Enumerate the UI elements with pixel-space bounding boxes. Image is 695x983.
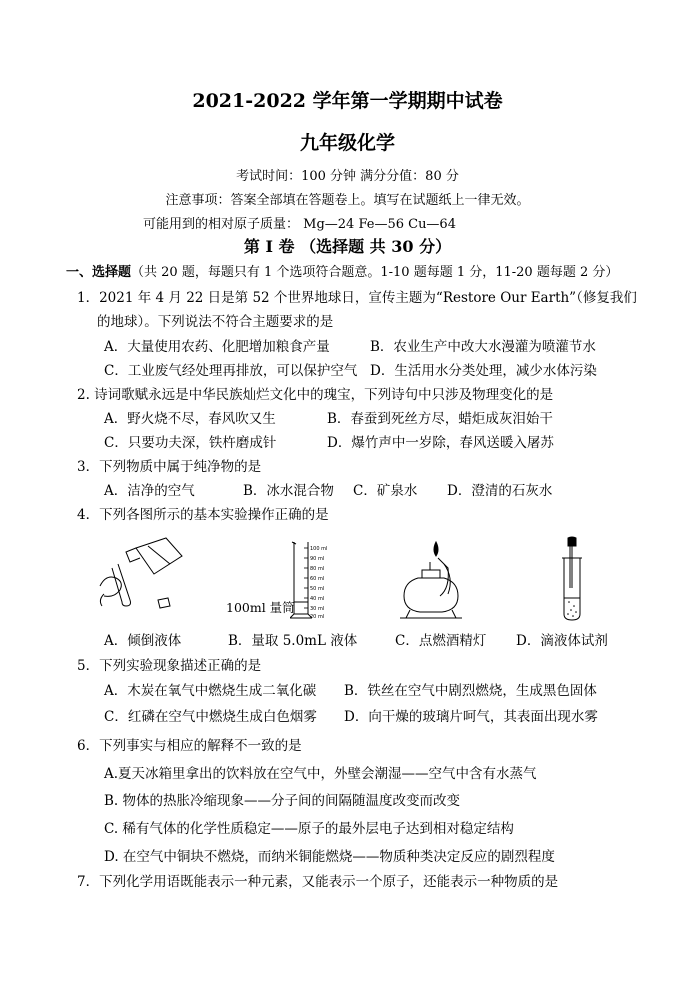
atomic-mass-info: 可能用到的相对原子质量： Mg—24 Fe—56 Cu—64	[143, 217, 456, 232]
q2-option-a: A．野火烧不尽，春风吹又生	[104, 411, 276, 427]
exam-notice: 注意事项：答案全部填在答题卷上。填写在试题纸上一律无效。	[165, 193, 530, 208]
section-heading-label: 一、选择题	[66, 265, 132, 280]
q6-option-c: C. 稀有气体的化学性质稳定——原子的最外层电子达到相对稳定结构	[104, 821, 514, 837]
scale-label: 20 ml	[310, 614, 325, 620]
q1-option-a: A．大量使用农药、化肥增加粮食产量	[104, 339, 330, 355]
q3-option-d: D．澄清的石灰水	[447, 483, 553, 499]
q3-option-c: C．矿泉水	[353, 483, 418, 499]
q1-stem-line2: 的地球）。下列说法不符合主题要求的是	[97, 314, 334, 330]
section-heading-text: （共 20 题，每题只有 1 个选项符合题意。1-10 题每题 1 分，11-20 题每题 2 分）	[131, 265, 619, 280]
alcohol-lamp-figure	[396, 538, 468, 622]
q4-option-b: B．量取 5.0mL 液体	[228, 633, 358, 649]
q3-option-b: B．冰水混合物	[243, 483, 334, 499]
section-heading	[66, 264, 618, 282]
q4-option-a: A．倾倒液体	[104, 633, 182, 649]
exam-subject: 九年级化学	[299, 132, 395, 154]
q4-stem: 4．下列各图所示的基本实验操作正确的是	[77, 507, 329, 523]
scale-label: 90 ml	[310, 556, 325, 562]
q5-option-a: A．木炭在氧气中燃烧生成二氧化碳	[104, 683, 317, 699]
q3-option-a: A．洁净的空气	[104, 483, 195, 499]
q2-option-d: D．爆竹声中一岁除，春风送暖入屠苏	[327, 435, 554, 451]
scale-label: 30 ml	[310, 606, 325, 612]
cylinder-label: 100ml 量筒	[226, 600, 295, 615]
q3-stem: 3．下列物质中属于纯净物的是	[77, 459, 262, 475]
dropper-figure	[554, 536, 590, 624]
q5-option-c: C．红磷在空气中燃烧生成白色烟雾	[104, 709, 317, 725]
scale-label: 50 ml	[310, 586, 325, 592]
q6-stem: 6．下列事实与相应的解释不一致的是	[77, 738, 302, 754]
q6-option-a: A.夏天冰箱里拿出的饮料放在空气中，外壁会潮湿——空气中含有水蒸气	[104, 766, 537, 782]
q5-stem: 5．下列实验现象描述正确的是	[77, 658, 262, 674]
exam-title: 2021-2022 学年第一学期期中试卷	[192, 90, 503, 112]
exam-info: 考试时间：100 分钟 满分分值：80 分	[236, 169, 459, 184]
q2-stem: 2. 诗词歌赋永远是中华民族灿烂文化中的瑰宝，下列诗句中只涉及物理变化的是	[77, 387, 554, 403]
q1-stem-line1: 1．2021 年 4 月 22 日是第 52 个世界地球日，宣传主题为“Restore Our Earth”（修复我们	[77, 290, 637, 306]
q5-option-b: B．铁丝在空气中剧烈燃烧，生成黑色固体	[344, 683, 597, 699]
pouring-liquid-figure	[96, 534, 188, 614]
q1-option-d: D．生活用水分类处理，减少水体污染	[370, 363, 597, 379]
section-title: 第 I 卷 （选择题 共 30 分）	[243, 237, 452, 256]
scale-label: 40 ml	[310, 596, 325, 602]
q5-option-d: D．向干燥的玻璃片呵气，其表面出现水雾	[344, 709, 598, 725]
q6-option-d: D. 在空气中铜块不燃烧，而纳米铜能燃烧——物质种类决定反应的剧烈程度	[104, 849, 555, 865]
q1-option-c: C．工业废气经处理再排放，可以保护空气	[104, 363, 358, 379]
q6-option-b: B. 物体的热胀冷缩现象——分子间的间隔随温度改变而改变	[104, 793, 461, 809]
graduated-cylinder-figure	[290, 540, 334, 622]
q7-stem: 7．下列化学用语既能表示一种元素，又能表示一个原子，还能表示一种物质的是	[77, 874, 559, 890]
q4-option-c: C．点燃酒精灯	[395, 633, 487, 649]
q2-option-b: B．春蚕到死丝方尽，蜡炬成灰泪始干	[327, 411, 553, 427]
q1-option-b: B．农业生产中改大水漫灌为喷灌节水	[370, 339, 596, 355]
q4-option-d: D．滴液体试剂	[516, 633, 608, 649]
scale-label: 100 ml	[310, 546, 328, 552]
q2-option-c: C．只要功夫深，铁杵磨成针	[104, 435, 277, 451]
scale-label: 80 ml	[310, 566, 325, 572]
scale-label: 60 ml	[310, 576, 325, 582]
